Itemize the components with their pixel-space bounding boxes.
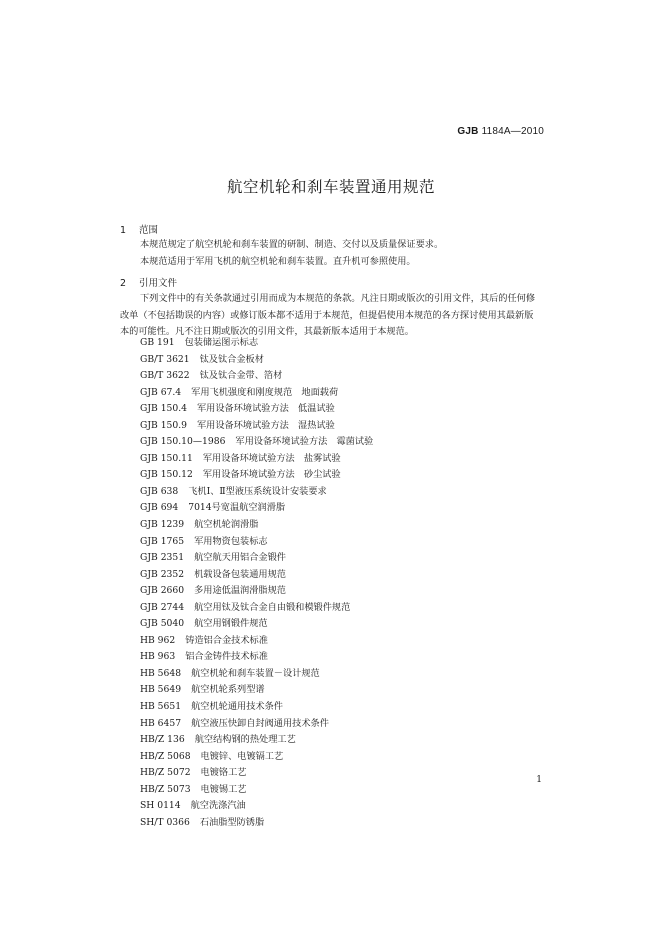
reference-title: 电镀锌、电镀镉工艺 — [200, 750, 284, 762]
reference-title: 航空机轮通用技术条件 — [191, 701, 283, 713]
reference-title: 军用设备环境试验方法 盐雾试验 — [202, 452, 341, 464]
reference-code: HB/Z 5068 — [140, 750, 191, 762]
reference-title: 7014号宽温航空润滑脂 — [188, 502, 286, 514]
reference-title: 机载设备包装通用规范 — [194, 568, 286, 580]
reference-item — [140, 385, 373, 402]
reference-item — [140, 534, 373, 551]
reference-code: GJB 150.4 — [140, 403, 187, 415]
reference-item — [140, 716, 373, 733]
reference-code: GJB 150.11 — [140, 452, 193, 464]
reference-title: 航空用钢锻件规范 — [194, 618, 268, 630]
reference-code: HB 5649 — [140, 684, 182, 696]
reference-item — [140, 550, 373, 567]
reference-code: GJB 67.4 — [140, 386, 182, 398]
section-2-intro: 下列文件中的有关条款通过引用而成为本规范的条款。凡注日期或版次的引用文件，其后的任何修改单（不包括勘误的内容）或修订版本都不适用于本规范，但提倡使用本规范的各方探讨使用其最新版本的可能性。凡不注日期或版次的引用文件，其最新版本适用于本规范。 — [120, 293, 536, 337]
reference-title: 航空航天用铝合金锻件 — [194, 552, 286, 564]
reference-item — [140, 567, 373, 584]
document-code-number: 1184A—2010 — [481, 126, 544, 137]
reference-code: HB 5648 — [140, 667, 182, 679]
reference-item — [140, 749, 373, 766]
section-1-title: 范围 — [139, 225, 159, 236]
section-1-heading — [120, 222, 158, 236]
reference-code: GJB 2352 — [140, 568, 185, 580]
reference-item — [140, 451, 373, 468]
reference-item — [140, 666, 373, 683]
reference-title: 飞机Ⅰ、Ⅱ型液压系统设计安装要求 — [188, 485, 327, 497]
reference-item — [140, 500, 373, 517]
reference-title: 多用途低温润滑脂规范 — [194, 585, 286, 597]
reference-code: SH/T 0366 — [140, 816, 190, 828]
reference-item — [140, 649, 373, 666]
reference-item — [140, 352, 373, 369]
reference-title: 钛及钛合金带、箔材 — [199, 370, 283, 382]
reference-code: GJB 2660 — [140, 585, 185, 597]
reference-code: GJB 150.12 — [140, 469, 193, 481]
section-1-number: 1 — [120, 225, 127, 236]
document-code — [457, 126, 544, 137]
section-1-paragraph-2: 本规范适用于军用飞机的航空机轮和刹车装置。直升机可参照使用。 — [140, 256, 416, 267]
reference-item — [140, 484, 373, 501]
reference-item — [140, 600, 373, 617]
reference-code: GJB 5040 — [140, 618, 185, 630]
reference-title: 军用设备环境试验方法 霉菌试验 — [235, 436, 374, 448]
reference-code: HB 6457 — [140, 717, 182, 729]
reference-item — [140, 616, 373, 633]
page-number: 1 — [536, 775, 542, 785]
reference-title: 军用设备环境试验方法 砂尘试验 — [202, 469, 341, 481]
reference-item — [140, 699, 373, 716]
reference-title: 航空洗涤汽油 — [190, 800, 246, 812]
reference-item — [140, 732, 373, 749]
reference-title: 石油脂型防锈脂 — [199, 816, 265, 828]
reference-item — [140, 633, 373, 650]
reference-title: 航空用钛及钛合金自由锻和模锻件规范 — [194, 601, 351, 613]
reference-code: HB 963 — [140, 651, 176, 663]
reference-code: GJB 2351 — [140, 552, 185, 564]
reference-title: 电镀锡工艺 — [200, 783, 247, 795]
reference-code: HB/Z 136 — [140, 734, 185, 746]
reference-title: 航空液压快卸自封阀通用技术条件 — [191, 717, 329, 729]
reference-code: GJB 1765 — [140, 535, 185, 547]
reference-item — [140, 434, 373, 451]
reference-code: GJB 150.9 — [140, 419, 187, 431]
reference-code: SH 0114 — [140, 800, 181, 812]
reference-title: 电镀铬工艺 — [200, 767, 247, 779]
reference-code: HB 962 — [140, 634, 176, 646]
section-1-paragraph-1: 本规范规定了航空机轮和刹车装置的研制、制造、交付以及质量保证要求。 — [140, 239, 444, 250]
section-2-number: 2 — [120, 278, 127, 289]
reference-item — [140, 682, 373, 699]
reference-title: 航空机轮系列型谱 — [191, 684, 265, 696]
reference-item — [140, 583, 373, 600]
reference-title: 军用设备环境试验方法 低温试验 — [197, 403, 335, 415]
reference-list — [140, 335, 373, 831]
reference-title: 军用物资包装标志 — [194, 535, 268, 547]
reference-item — [140, 401, 373, 418]
reference-item — [140, 815, 373, 832]
reference-code: GJB 2744 — [140, 601, 185, 613]
reference-title: 航空机轮润滑脂 — [194, 519, 259, 531]
reference-title: 军用飞机强度和刚度规范 地面载荷 — [191, 386, 339, 398]
reference-item — [140, 765, 373, 782]
reference-item — [140, 798, 373, 815]
reference-item — [140, 335, 373, 352]
section-2-title: 引用文件 — [139, 278, 178, 289]
reference-item — [140, 368, 373, 385]
reference-code: GJB 638 — [140, 485, 179, 497]
reference-code: HB 5651 — [140, 701, 182, 713]
reference-item — [140, 517, 373, 534]
reference-item — [140, 418, 373, 435]
reference-code: HB/Z 5073 — [140, 783, 191, 795]
section-2-heading — [120, 275, 177, 289]
reference-code: GB/T 3621 — [140, 353, 190, 365]
reference-code: GJB 694 — [140, 502, 179, 514]
reference-code: GB 191 — [140, 337, 175, 348]
reference-item — [140, 467, 373, 484]
reference-code: GJB 150.10—1986 — [140, 436, 226, 448]
reference-code: GJB 1239 — [140, 519, 185, 531]
reference-code: HB/Z 5072 — [140, 767, 191, 779]
reference-item — [140, 782, 373, 799]
document-title: 航空机轮和刹车装置通用规范 — [226, 178, 435, 196]
reference-title: 铝合金铸件技术标准 — [185, 651, 268, 663]
reference-title: 军用设备环境试验方法 湿热试验 — [197, 419, 335, 431]
reference-title: 铸造铝合金技术标准 — [185, 634, 268, 646]
reference-title: 包装储运图示标志 — [184, 337, 259, 348]
reference-title: 钛及钛合金板材 — [199, 353, 264, 365]
reference-title: 航空结构钢的热处理工艺 — [194, 734, 296, 746]
reference-code: GB/T 3622 — [140, 370, 190, 382]
reference-title: 航空机轮和刹车装置－设计规范 — [191, 667, 320, 679]
document-code-prefix: GJB — [457, 126, 479, 137]
